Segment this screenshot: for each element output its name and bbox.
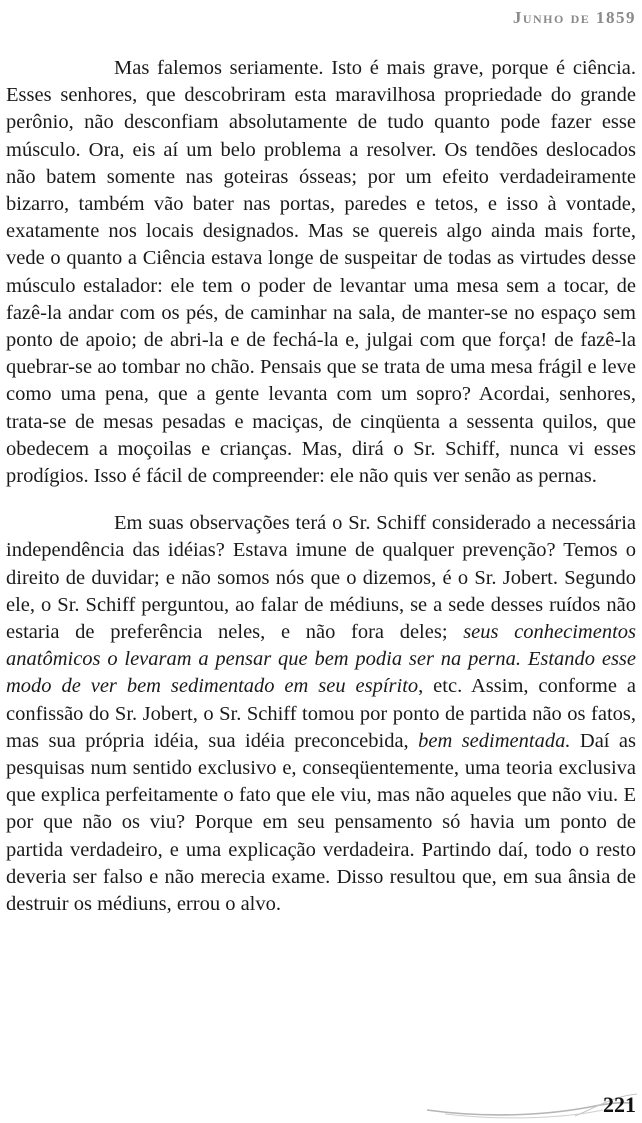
running-head: Junho de 1859 — [512, 8, 636, 27]
paragraph-2-text-b: , etc. Assim, conforme a confissão do Sr. Jobert, o Sr. Schiff tomou por ponto de partida não os fatos, mas sua própria idéia, sua idéia preconcebida, — [6, 675, 636, 752]
paragraph-2 — [6, 510, 636, 918]
body-text — [6, 55, 636, 918]
paragraph-2-quote-italic: seus conhecimentos anatômicos o levaram a pensar que bem podia ser na perna. Estando esse modo de ver bem sedimentado em seu espírito — [6, 621, 637, 698]
page-number: 221 — [603, 1092, 636, 1117]
paragraph-1 — [6, 55, 636, 490]
paragraph-1-text: Mas falemos seriamente. Isto é mais grave, porque é ciência. Esses senhores, que descobriram esta maravilhosa propriedade do grande perônio, não desconfiam absolutamente de tudo quanto pode fazer esse músculo. Ora, eis aí um belo problema a resolver. Os tendões deslocados não batem somente nas goteiras ósseas; por um efeito verdadeiramente bizarro, também vão bater nas portas, paredes e tetos, e isso à vontade, exatamente nos locais designados. Mas se quereis algo ainda mais forte, vede o quanto a Ciência estava longe de suspeitar de todas as virtudes desse músculo estalador: ele tem o poder de levantar uma mesa sem a tocar, de fazê-la andar com os pés, de caminhar na sala, de manter-se no espaço sem ponto de apoio; de abri-la e de fechá-la e, julgai com que força! de fazê-la quebrar-se ao tombar no chão. Pensais que se trata de uma mesa frágil e leve como uma pena, que a gente levanta com um sopro? Acordai, senhores, trata-se de mesas pesadas e maciças, de cinqüenta a sessenta quilos, que obedecem a moçoilas e crianças. Mas, dirá o Sr. Schiff, nunca vi esses prodígios. Isso é fácil de compreender: ele não quis ver senão as pernas. — [6, 57, 636, 488]
paragraph-2-text-a: Em suas observações terá o Sr. Schiff considerado a necessária independência das idéias? Estava imune de qualquer prevenção? Temos o direito de duvidar; e não somos nós que o dizemos, é o Sr. Jobert. Segundo ele, o Sr. Schiff perguntou, ao falar de médiuns, se a sede desses ruídos não estaria de preferência neles, e não fora deles; — [6, 512, 636, 644]
paragraph-2-text-c: Daí as pesquisas num sentido exclusivo e, conseqüentemente, uma teoria exclusiva que explica perfeitamente o fato que ele viu, mas não aqueles que não viu. E por que não os viu? Porque em seu pensamento só havia um ponto de partida verdadeiro, e uma explicação verdadeira. Partindo daí, todo o resto deveria ser falso e não merecia exame. Disso resultou que, em sua ânsia de destruir os médiuns, errou o alvo. — [6, 729, 636, 916]
paragraph-2-emphasis-italic: bem sedimentada. — [418, 729, 571, 752]
